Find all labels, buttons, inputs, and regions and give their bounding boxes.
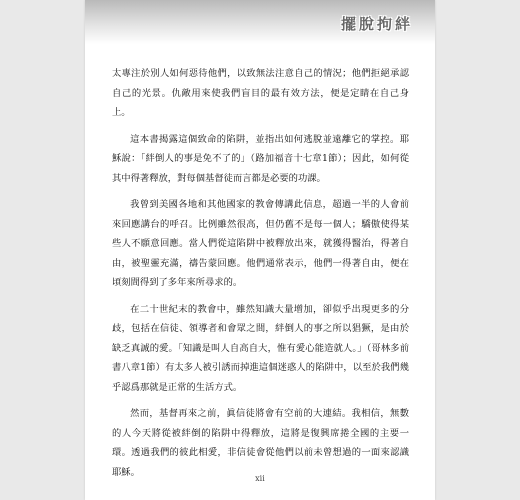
- paragraph-gap: [112, 123, 409, 130]
- book-page: [85, 0, 435, 500]
- paragraph-3: 我曾到美國各地和其他國家的教會傳講此信息，超過一半的人會前來回應講台的呼召。比例雖然很高，但仍舊不是每一個人；驕傲使得某些人不願意回應。當人們從這陷阱中被釋放出來，就獲得醫治，得著自由，被聖靈充滿，禱告蒙回應。他們通常表示，他們一得著自由，便在頃刻間得到了多年來所尋求的。: [112, 199, 409, 288]
- body-text: [112, 64, 409, 482]
- header-band: [85, 0, 435, 44]
- paragraph-1: 太專注於別人如何惡待他們，以致無法注意自己的情況；他們拒絕承認自己的光景。仇敵用來使我們盲目的最有效方法，便是定睛在自己身上。: [112, 68, 409, 118]
- paragraph-4: 在二十世紀末的教會中，雖然知識大量增加，卻似乎出現更多的分歧，包括在信徒、領導者和會眾之間，絆倒人的事之所以猖獗，是由於缺乏真誠的愛。「知識是叫人自高自大，惟有愛心能造就人。」（哥林多前書八章1節）有太多人被引誘而掉進這個迷惑人的陷阱中，以至於我們幾乎認爲那就是正常的生活方式。: [112, 303, 409, 393]
- paragraph-gap: [112, 293, 409, 300]
- paragraph-2: 這本書揭露這個致命的陷阱，並指出如何逃脫並遠離它的掌控。耶穌說：「絆倒人的事是免不了的」（路加福音十七章1節）；因此，如何從其中得著釋放，對每個基督徒而言都是必要的功課。: [112, 133, 409, 184]
- page-number: xii: [255, 474, 265, 483]
- paragraph-gap: [112, 188, 409, 195]
- paragraph-gap: [112, 397, 409, 404]
- paragraph-5: 然而，基督再來之前，眞信徒將會有空前的大連結。我相信，無數的人今天將從被絆倒的陷阱中得釋放，這將是復興席捲全國的主要一環。透過我們的彼此相愛，非信徒會從他們以前未曾想過的一面來認識耶穌。: [112, 408, 409, 478]
- running-title: 擺脫拘絆: [340, 15, 413, 33]
